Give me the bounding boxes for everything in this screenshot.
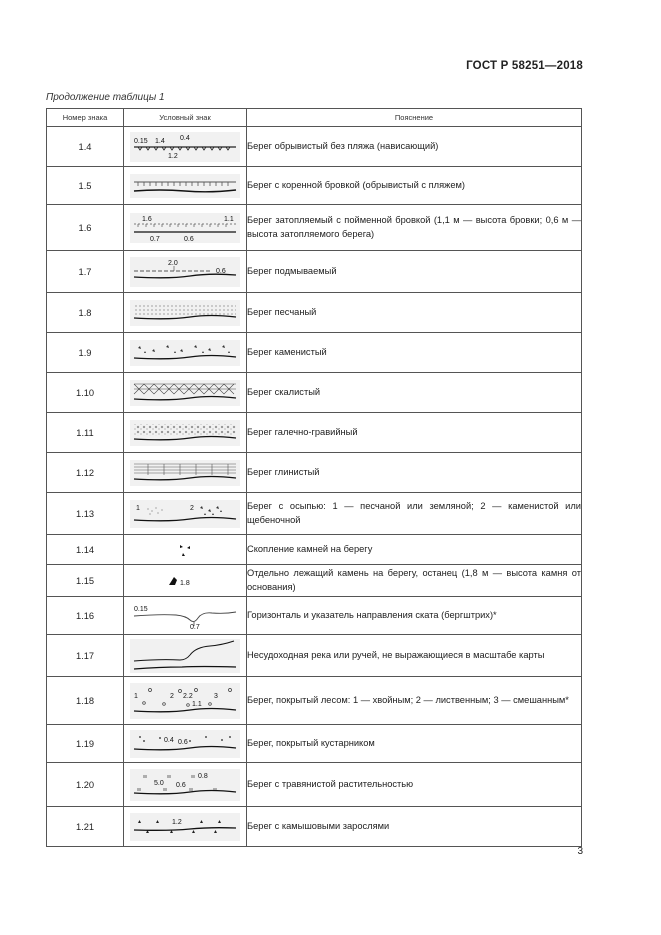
single-stone-icon xyxy=(165,571,205,591)
row-explanation: Горизонталь и указатель направления ската (бергштрих)* xyxy=(247,597,582,635)
symbol-cell xyxy=(124,293,247,333)
table-row xyxy=(47,251,582,293)
row-number: 1.10 xyxy=(47,373,124,413)
reed-bank-symbol xyxy=(130,813,240,841)
symbol-label: 0.4 xyxy=(164,736,174,744)
table-row xyxy=(47,535,582,565)
sandy-bank-symbol xyxy=(130,300,240,326)
row-explanation: Берег затопляемый с пойменной бровкой (1,1 м — высота бровки; 0,6 м — высота затопляемого берега) xyxy=(247,205,582,251)
symbol-label: 1.1 xyxy=(192,700,202,708)
column-header-explanation: Пояснение xyxy=(247,109,582,127)
symbol-label: 1 xyxy=(136,504,140,512)
symbol-label: 0.7 xyxy=(190,623,200,630)
row-number: 1.18 xyxy=(47,677,124,725)
row-number: 1.16 xyxy=(47,597,124,635)
symbol-cell xyxy=(124,127,247,167)
table-row xyxy=(47,597,582,635)
row-number: 1.19 xyxy=(47,725,124,763)
row-explanation: Берег с осыпью: 1 — песчаной или земляной; 2 — каменистой или щебеночной xyxy=(247,493,582,535)
row-number: 1.15 xyxy=(47,565,124,597)
symbol-cell xyxy=(124,763,247,807)
table-row xyxy=(47,807,582,847)
row-explanation: Берег с камышовыми зарослями xyxy=(247,807,582,847)
symbol-label: 5.0 xyxy=(154,779,164,787)
stony-bank-symbol xyxy=(130,340,240,366)
symbol-label: 1.2 xyxy=(172,818,182,826)
symbol-cell xyxy=(124,251,247,293)
pebble-gravel-bank-symbol xyxy=(130,420,240,446)
row-explanation: Берег скалистый xyxy=(247,373,582,413)
symbol-label: 2 xyxy=(170,692,174,700)
stream-symbol xyxy=(130,639,240,673)
symbol-label: 2.2 xyxy=(183,692,193,700)
symbol-cell xyxy=(124,167,247,205)
row-explanation: Несудоходная река или ручей, не выражающиеся в масштабе карты xyxy=(247,635,582,677)
symbol-cell xyxy=(124,493,247,535)
symbol-label: 1.2 xyxy=(168,152,178,160)
row-number: 1.6 xyxy=(47,205,124,251)
table-row xyxy=(47,493,582,535)
column-header-number: Номер знака xyxy=(47,109,124,127)
scree-bank-symbol xyxy=(130,500,240,528)
row-explanation: Берег с травянистой растительностью xyxy=(247,763,582,807)
row-explanation: Скопление камней на берегу xyxy=(247,535,582,565)
table-row xyxy=(47,205,582,251)
overhanging-bank-symbol xyxy=(130,132,240,162)
table-row xyxy=(47,373,582,413)
row-explanation: Берег, покрытый лесом: 1 — хвойным; 2 — лиственным; 3 — смешанным* xyxy=(247,677,582,725)
row-explanation: Берег глинистый xyxy=(247,453,582,493)
row-number: 1.9 xyxy=(47,333,124,373)
symbol-cell xyxy=(124,205,247,251)
row-explanation: Отдельно лежащий камень на берегу, останец (1,8 м — высота камня от основания) xyxy=(247,565,582,597)
undermined-bank-symbol xyxy=(130,257,240,287)
table-row xyxy=(47,413,582,453)
symbol-cell xyxy=(124,535,247,565)
row-number: 1.4 xyxy=(47,127,124,167)
symbol-cell xyxy=(124,725,247,763)
symbol-label: 0.8 xyxy=(198,772,208,780)
table-row xyxy=(47,167,582,205)
row-number: 1.12 xyxy=(47,453,124,493)
table-row xyxy=(47,763,582,807)
row-number: 1.14 xyxy=(47,535,124,565)
symbol-label: 1.4 xyxy=(155,137,165,145)
flooded-bank-symbol xyxy=(130,213,240,243)
page-number: 3 xyxy=(577,846,583,857)
symbol-cell xyxy=(124,413,247,453)
symbol-cell xyxy=(124,807,247,847)
table-row xyxy=(47,565,582,597)
symbol-label: 0.15 xyxy=(134,605,148,613)
shrub-bank-symbol xyxy=(130,730,240,758)
row-number: 1.20 xyxy=(47,763,124,807)
symbol-cell xyxy=(124,677,247,725)
row-explanation: Берег, покрытый кустарником xyxy=(247,725,582,763)
document-standard-code: ГОСТ Р 58251—2018 xyxy=(466,60,583,72)
symbol-label: 0.4 xyxy=(180,134,190,142)
symbol-label: 0.6 xyxy=(178,738,188,746)
symbol-label: 2 xyxy=(190,504,194,512)
symbol-cell xyxy=(124,635,247,677)
contour-line-symbol xyxy=(130,602,240,630)
row-explanation: Берег каменистый xyxy=(247,333,582,373)
symbol-label: 1.1 xyxy=(224,215,234,223)
row-number: 1.8 xyxy=(47,293,124,333)
table-row xyxy=(47,725,582,763)
row-explanation: Берег галечно-гравийный xyxy=(247,413,582,453)
row-number: 1.5 xyxy=(47,167,124,205)
symbol-label: 1.8 xyxy=(180,579,190,587)
symbol-cell xyxy=(124,597,247,635)
column-header-symbol: Условный знак xyxy=(124,109,247,127)
table-row xyxy=(47,453,582,493)
table-row xyxy=(47,333,582,373)
grass-bank-symbol xyxy=(130,769,240,801)
stone-cluster-icon xyxy=(175,540,195,560)
forest-bank-symbol xyxy=(130,683,240,719)
symbol-cell xyxy=(124,333,247,373)
table-row xyxy=(47,293,582,333)
table-row xyxy=(47,677,582,725)
row-explanation: Берег с коренной бровкой (обрывистый с пляжем) xyxy=(247,167,582,205)
clay-bank-symbol xyxy=(130,460,240,486)
table-row xyxy=(47,127,582,167)
table-row xyxy=(47,635,582,677)
symbol-label: 1.6 xyxy=(142,215,152,223)
symbol-label: 0.6 xyxy=(176,781,186,789)
symbol-label: 0.15 xyxy=(134,137,148,145)
symbol-label: 2.0 xyxy=(168,259,178,267)
table-header-row xyxy=(47,109,582,127)
symbol-table xyxy=(46,108,582,847)
row-explanation: Берег песчаный xyxy=(247,293,582,333)
row-explanation: Берег обрывистый без пляжа (нависающий) xyxy=(247,127,582,167)
row-explanation: Берег подмываемый xyxy=(247,251,582,293)
rocky-bank-symbol xyxy=(130,380,240,406)
symbol-cell xyxy=(124,373,247,413)
row-number: 1.21 xyxy=(47,807,124,847)
symbol-cell xyxy=(124,565,247,597)
symbol-label: 0.7 xyxy=(150,235,160,243)
table-caption: Продолжение таблицы 1 xyxy=(46,92,165,103)
row-number: 1.17 xyxy=(47,635,124,677)
bank-with-brow-symbol xyxy=(130,174,240,198)
symbol-label: 1 xyxy=(134,692,138,700)
row-number: 1.7 xyxy=(47,251,124,293)
row-number: 1.11 xyxy=(47,413,124,453)
symbol-cell xyxy=(124,453,247,493)
symbol-label: 0.6 xyxy=(184,235,194,243)
row-number: 1.13 xyxy=(47,493,124,535)
symbol-label: 0.6 xyxy=(216,267,226,275)
symbol-label: 3 xyxy=(214,692,218,700)
